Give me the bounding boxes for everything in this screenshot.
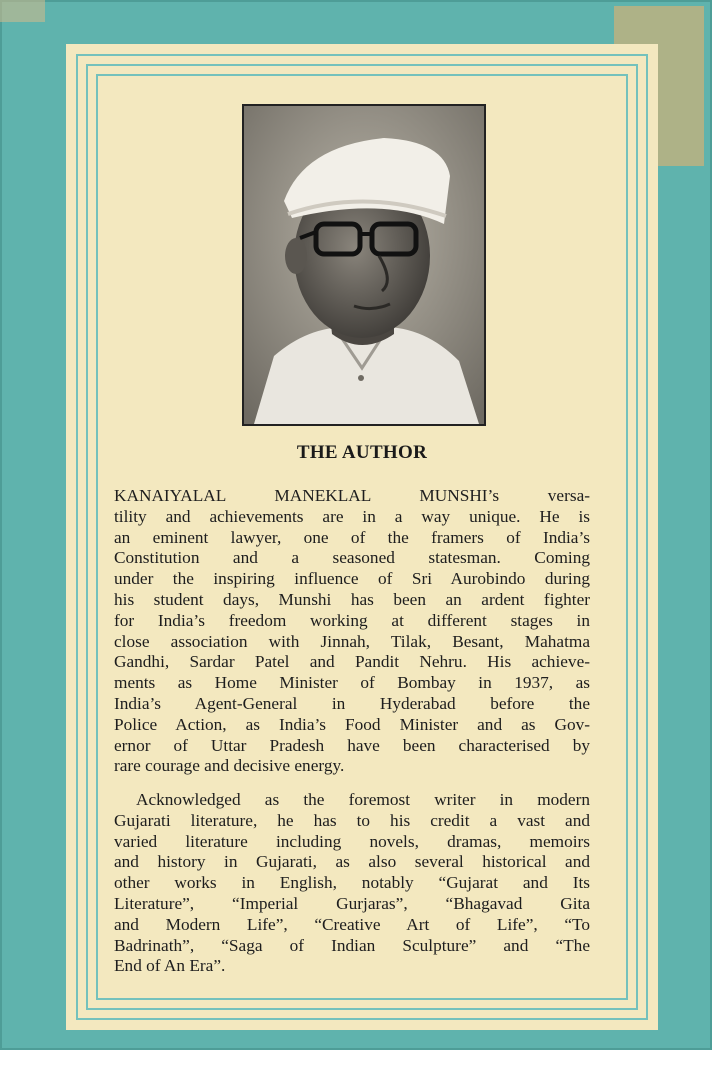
text-line: Police Action, as India’s Food Minister and as Gov- bbox=[114, 714, 590, 734]
text-line: an eminent lawyer, one of the framers of India’s bbox=[114, 527, 590, 547]
text-line: and Modern Life”, “Creative Art of Life”, “To bbox=[114, 914, 590, 934]
author-panel bbox=[66, 44, 658, 1030]
text-line: tility and achievements are in a way unique. He is bbox=[114, 506, 590, 526]
portrait-illustration bbox=[244, 106, 484, 424]
text-line: ments as Home Minister of Bombay in 1937, as bbox=[114, 673, 590, 693]
biography-paragraph-1 bbox=[114, 486, 590, 777]
text-line: KANAIYALAL MANEKLAL MUNSHI’s versa- bbox=[114, 486, 590, 505]
text-line: rare courage and decisive energy. bbox=[114, 756, 345, 776]
text-line: close association with Jinnah, Tilak, Besant, Mahatma bbox=[114, 631, 590, 651]
text-line: Gujarati literature, he has to his credit a vast and bbox=[114, 810, 590, 830]
text-line: Gandhi, Sardar Patel and Pandit Nehru. His achieve- bbox=[114, 652, 590, 672]
text-line: Badrinath”, “Saga of Indian Sculpture” and “The bbox=[114, 935, 590, 955]
text-line: Acknowledged as the foremost writer in modern bbox=[136, 790, 590, 809]
text-line: his student days, Munshi has been an ardent fighter bbox=[114, 589, 590, 609]
text-line: Literature”, “Imperial Gurjaras”, “Bhagavad Gita bbox=[114, 893, 590, 913]
author-portrait bbox=[242, 104, 486, 426]
biography-paragraph-2 bbox=[114, 790, 590, 977]
text-line: varied literature including novels, dramas, memoirs bbox=[114, 831, 590, 851]
corner-stain bbox=[0, 0, 45, 22]
text-line: other works in English, notably “Gujarat and Its bbox=[114, 873, 590, 893]
text-line: India’s Agent-General in Hyderabad before the bbox=[114, 693, 590, 713]
text-line: Constitution and a seasoned statesman. Coming bbox=[114, 548, 590, 568]
section-heading: THE AUTHOR bbox=[296, 442, 428, 463]
text-line: End of An Era”. bbox=[114, 956, 226, 976]
text-line: and history in Gujarati, as also several historical and bbox=[114, 852, 590, 872]
text-line: ernor of Uttar Pradesh have been characterised by bbox=[114, 735, 590, 755]
text-line: for India’s freedom working at different stages in bbox=[114, 610, 590, 630]
text-line: under the inspiring influence of Sri Aurobindo during bbox=[114, 569, 590, 589]
